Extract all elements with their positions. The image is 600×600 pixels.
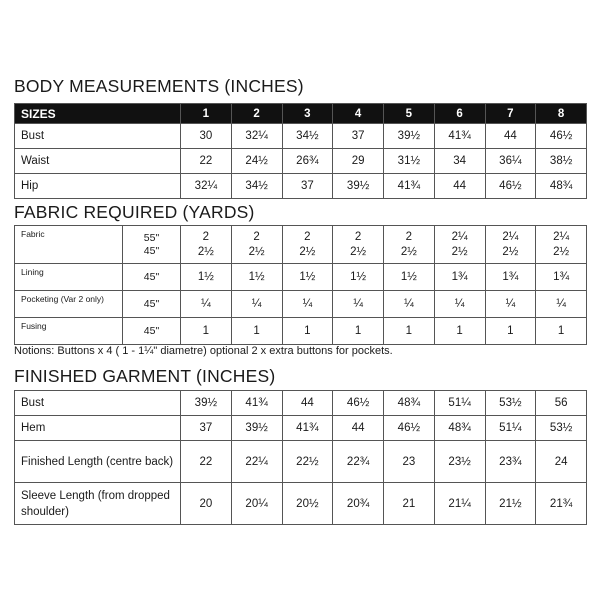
table-cell: ¼ — [384, 291, 435, 318]
table-cell — [282, 226, 333, 264]
table-cell: 23¾ — [485, 441, 536, 483]
table-cell: 34½ — [231, 174, 282, 199]
table-cell: 51¼ — [485, 416, 536, 441]
table-cell: ¼ — [231, 291, 282, 318]
table-cell: 48¾ — [536, 174, 587, 199]
row-label: Waist — [15, 149, 181, 174]
table-cell: 22¼ — [231, 441, 282, 483]
table-cell: 1 — [434, 318, 485, 345]
cell-value: 2 — [354, 230, 362, 243]
table-cell: 1 — [536, 318, 587, 345]
finished-garment-table — [14, 390, 587, 525]
row-label: Bust — [15, 124, 181, 149]
table-cell: 23 — [384, 441, 435, 483]
sizes-header-label: SIZES — [15, 104, 181, 124]
row-label: Fusing — [15, 318, 123, 345]
fabric-width: 45" — [123, 318, 181, 345]
table-cell: 48¾ — [434, 416, 485, 441]
table-cell: 41¾ — [434, 124, 485, 149]
table-cell: 1½ — [231, 264, 282, 291]
row-label: Lining — [15, 264, 123, 291]
table-cell: 1½ — [333, 264, 384, 291]
table-cell: 22 — [181, 149, 232, 174]
cell-value: 2 — [202, 230, 210, 243]
table-cell: 1½ — [384, 264, 435, 291]
table-cell: 26¾ — [282, 149, 333, 174]
table-cell: ¼ — [333, 291, 384, 318]
table-cell: 1¾ — [485, 264, 536, 291]
table-cell: 21½ — [485, 483, 536, 525]
table-cell: 46½ — [485, 174, 536, 199]
table-cell: 41¾ — [231, 391, 282, 416]
table-cell: ¼ — [536, 291, 587, 318]
table-cell: 39½ — [333, 174, 384, 199]
table-cell — [333, 226, 384, 264]
body-measurements-table — [14, 103, 587, 199]
cell-value: 2 — [253, 230, 260, 243]
sizes-header-row — [15, 104, 587, 124]
table-cell: 31½ — [384, 149, 435, 174]
table-cell: 24 — [536, 441, 587, 483]
table-row — [15, 291, 587, 318]
row-label: Hip — [15, 174, 181, 199]
table-row — [15, 318, 587, 345]
table-cell: 34 — [434, 149, 485, 174]
cell-value: 2½ — [197, 245, 214, 258]
table-cell: 24½ — [231, 149, 282, 174]
table-cell: 44 — [434, 174, 485, 199]
table-cell: 48¾ — [384, 391, 435, 416]
table-cell: 39½ — [231, 416, 282, 441]
table-cell: 20¾ — [333, 483, 384, 525]
table-cell: 39½ — [181, 391, 232, 416]
cell-value: 2½ — [350, 245, 367, 258]
cell-value: 2½ — [299, 245, 316, 258]
table-cell: 1 — [282, 318, 333, 345]
fabric-required-table — [14, 225, 587, 345]
table-cell: ¼ — [485, 291, 536, 318]
table-row — [15, 149, 587, 174]
table-cell: 51¼ — [434, 391, 485, 416]
row-label: Finished Length (centre back) — [15, 441, 181, 483]
cell-value: 2¼ — [451, 230, 468, 243]
table-row — [15, 391, 587, 416]
table-cell: 20½ — [282, 483, 333, 525]
size-header: 8 — [536, 104, 587, 124]
size-header: 7 — [485, 104, 536, 124]
finished-garment-heading: FINISHED GARMENT (INCHES) — [14, 366, 276, 386]
table-cell: 46½ — [384, 416, 435, 441]
table-row — [15, 226, 587, 264]
table-cell: 30 — [181, 124, 232, 149]
table-cell: 56 — [536, 391, 587, 416]
table-cell: ¼ — [282, 291, 333, 318]
table-cell: 41¾ — [282, 416, 333, 441]
table-cell — [181, 226, 232, 264]
table-row — [15, 416, 587, 441]
table-cell: 21¾ — [536, 483, 587, 525]
table-cell — [231, 226, 282, 264]
fabric-width: 45" — [123, 291, 181, 318]
cell-value: 2½ — [502, 245, 519, 258]
table-cell: 32¼ — [181, 174, 232, 199]
table-cell: 1¾ — [536, 264, 587, 291]
cell-value: 2¼ — [553, 230, 570, 243]
cell-value: 2½ — [553, 245, 570, 258]
table-cell: 46½ — [333, 391, 384, 416]
table-cell: 37 — [181, 416, 232, 441]
table-cell: 53½ — [536, 416, 587, 441]
fabric-width-cell — [123, 226, 181, 264]
size-header: 3 — [282, 104, 333, 124]
table-cell: 1¾ — [434, 264, 485, 291]
table-cell: 37 — [282, 174, 333, 199]
fabric-required-heading: FABRIC REQUIRED (YARDS) — [14, 202, 255, 222]
table-cell: 1 — [231, 318, 282, 345]
size-header: 2 — [231, 104, 282, 124]
row-label: Hem — [15, 416, 181, 441]
table-cell: 38½ — [536, 149, 587, 174]
size-header: 1 — [181, 104, 232, 124]
table-cell: 1 — [384, 318, 435, 345]
row-label: Bust — [15, 391, 181, 416]
size-header: 6 — [434, 104, 485, 124]
table-row — [15, 264, 587, 291]
table-cell: 1 — [333, 318, 384, 345]
table-cell — [384, 226, 435, 264]
cell-value: 2½ — [451, 245, 468, 258]
table-cell — [536, 226, 587, 264]
table-row — [15, 124, 587, 149]
table-cell: 34½ — [282, 124, 333, 149]
size-header: 5 — [384, 104, 435, 124]
table-cell: 53½ — [485, 391, 536, 416]
table-cell: 44 — [485, 124, 536, 149]
table-cell: 29 — [333, 149, 384, 174]
table-cell: 36¼ — [485, 149, 536, 174]
table-cell: 23½ — [434, 441, 485, 483]
row-label: Fabric — [15, 226, 123, 264]
fabric-width: 55" — [143, 231, 160, 244]
body-measurements-heading: BODY MEASUREMENTS (INCHES) — [14, 76, 304, 96]
table-cell: 20 — [181, 483, 232, 525]
size-header: 4 — [333, 104, 384, 124]
cell-value: 2½ — [400, 245, 417, 258]
table-cell: 21¼ — [434, 483, 485, 525]
table-cell: 1½ — [282, 264, 333, 291]
table-cell: 1 — [181, 318, 232, 345]
table-row — [15, 174, 587, 199]
table-cell: 32¼ — [231, 124, 282, 149]
table-cell: 46½ — [536, 124, 587, 149]
row-label: Pocketing (Var 2 only) — [15, 291, 123, 318]
table-cell: 39½ — [384, 124, 435, 149]
table-cell: ¼ — [434, 291, 485, 318]
table-cell: 20¼ — [231, 483, 282, 525]
cell-value: 2 — [405, 230, 413, 243]
table-row — [15, 441, 587, 483]
table-cell: 21 — [384, 483, 435, 525]
table-cell: 41¾ — [384, 174, 435, 199]
table-cell: 1½ — [181, 264, 232, 291]
table-cell: 22½ — [282, 441, 333, 483]
table-cell: 44 — [333, 416, 384, 441]
cell-value: 2 — [304, 230, 311, 243]
table-cell: 22¾ — [333, 441, 384, 483]
fabric-width: 45" — [123, 264, 181, 291]
row-label: Sleeve Length (from dropped shoulder) — [15, 483, 181, 525]
table-cell — [485, 226, 536, 264]
table-cell: 22 — [181, 441, 232, 483]
cell-value: 2¼ — [502, 230, 519, 243]
notions-note: Notions: Buttons x 4 ( 1 - 1¼" diametre) optional 2 x extra buttons for pockets. — [14, 345, 393, 357]
table-cell: 1 — [485, 318, 536, 345]
cell-value: 2½ — [248, 245, 265, 258]
table-cell — [434, 226, 485, 264]
table-cell: 37 — [333, 124, 384, 149]
table-cell: ¼ — [181, 291, 232, 318]
table-row — [15, 483, 587, 525]
table-cell: 44 — [282, 391, 333, 416]
fabric-width: 45" — [143, 244, 160, 257]
